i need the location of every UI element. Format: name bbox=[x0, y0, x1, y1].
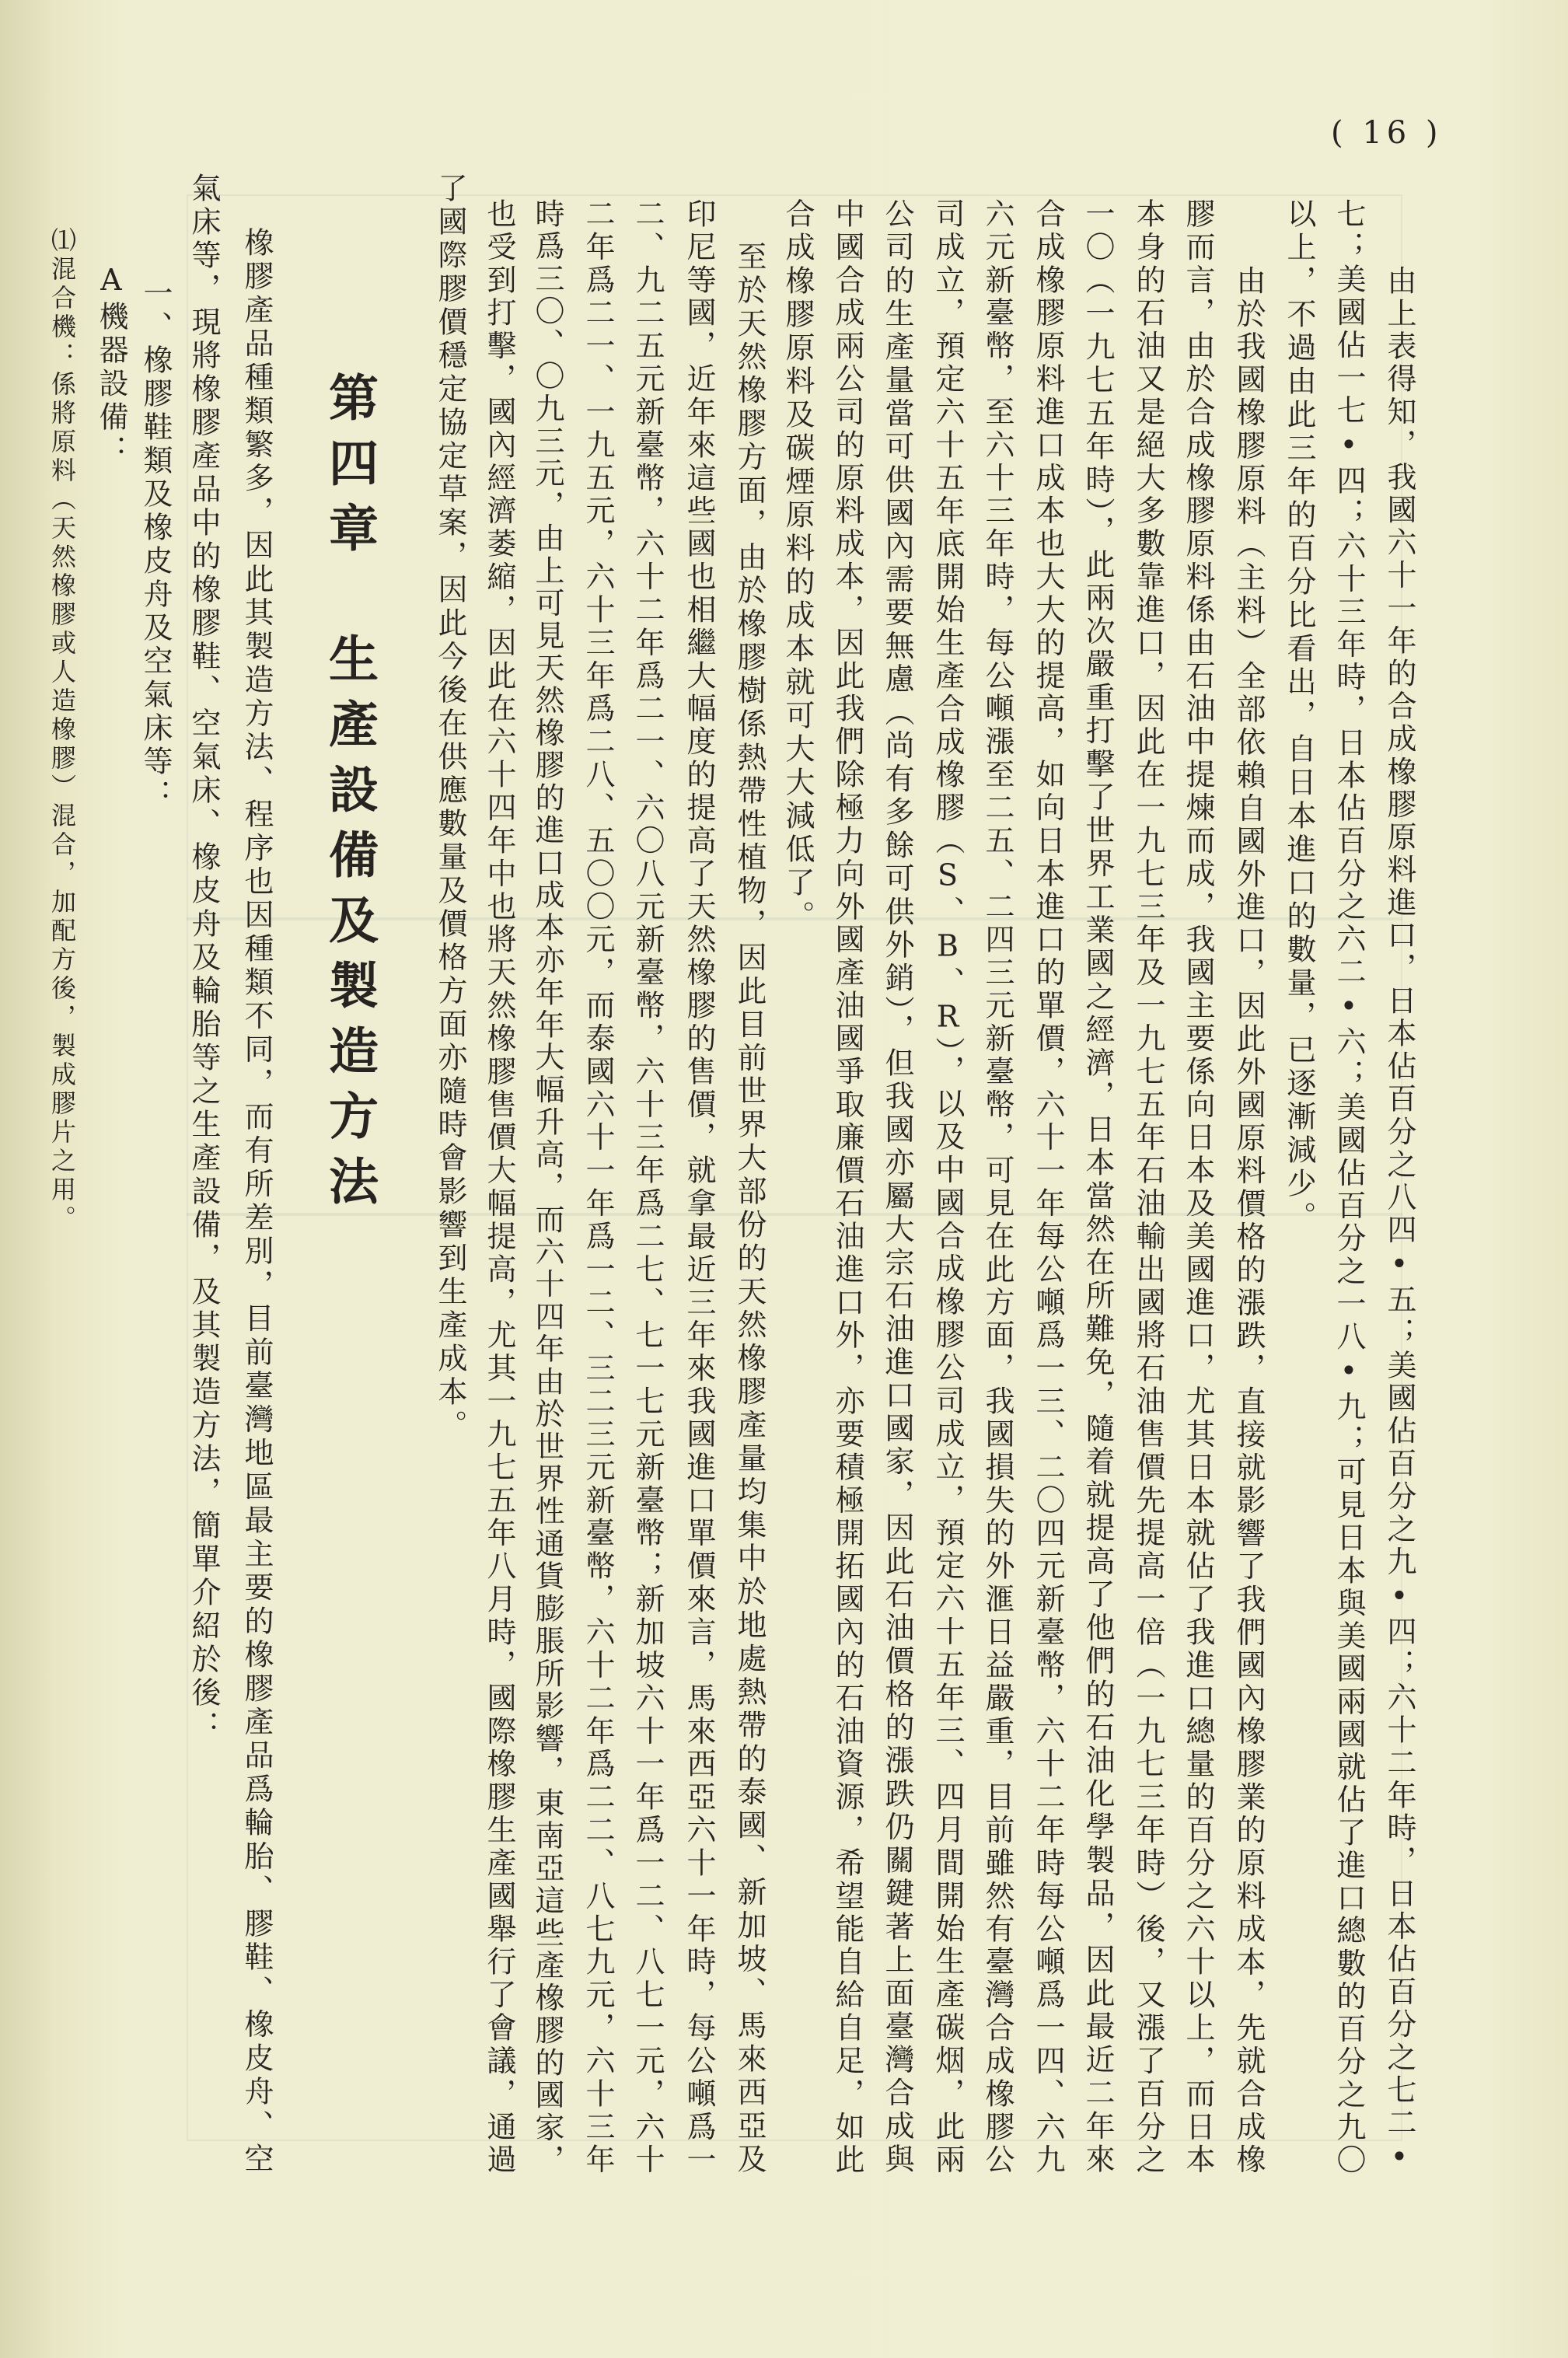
text-column: 印尼等國，近年來這些國也相繼大幅度的提高了天然橡膠的售價，就拿最近三年來我國進口單價來言，馬來西亞六十一年時，每公噸爲一 bbox=[682, 198, 716, 2178]
text-column: 由上表得知，我國六十一年的合成橡膠原料進口，日本佔百分之八四•五；美國佔百分之九•四；六十二年時，日本佔百分之七二• bbox=[1382, 265, 1416, 2178]
text-column: 一〇（一九七五年時），此兩次嚴重打擊了世界工業國之經濟，日本當然在所難免，隨着就提高了他們的石油化學製品，因此最近二年來 bbox=[1081, 198, 1115, 2177]
chapter-heading: 第四章 生產設備及製造方法 bbox=[320, 372, 379, 1221]
text-column: 氣床等，現將橡膠產品中的橡膠鞋、空氣床、橡皮舟及輪胎等之生產設備，及其製造方法，簡單介紹於後： bbox=[187, 173, 221, 1744]
text-column: 中國合成兩公司的原料成本，因此我們除極力向外國產油國爭取廉價石油進口外，亦要積極開拓國內的石油資源，希望能自給自足，如此 bbox=[830, 198, 864, 2178]
text-column: 至於天然橡膠方面，由於橡膠樹係熱帶性植物，因此目前世界大部份的天然橡膠產量均集中於地處熱帶的泰國、新加坡、馬來西亞及 bbox=[732, 241, 767, 2177]
text-column: 一、橡膠鞋類及橡皮舟及空氣床等： bbox=[138, 278, 173, 812]
page-number: ( 16 ) bbox=[1331, 115, 1443, 151]
text-column: 橡膠產品種類繁多，因此其製造方法、程序也因種類不同，而有所差別，目前臺灣地區最主要的橡膠產品爲輪胎、膠鞋、橡皮舟、空 bbox=[239, 227, 274, 2177]
text-column: 本身的石油又是絕大多數靠進口，因此在一九七三年及一九七五年石油輸出國將石油售價先提高一倍（一九七三年時）後，又漲了百分之 bbox=[1131, 198, 1165, 2178]
text-column: 以上，不過由此三年的百分比看出，自日本進口的數量，已逐漸減少。 bbox=[1282, 198, 1316, 1235]
text-column: 了國際膠價穩定協定草案，因此今後在供應數量及價格方面亦隨時會影響到生產成本。 bbox=[433, 173, 467, 1443]
text-column: 時爲三〇、〇九三元，由上可見天然橡膠的進口成本亦年年大幅升高，而六十四年由於世界性通貨膨脹所影響，東南亞這些產橡膠的國家， bbox=[530, 198, 564, 2177]
text-column: 六元新臺幣，至六十三年時，每公噸漲至二五、二四三元新臺幣，可見在此方面，我國損失的外滙日益嚴重，目前雖然有臺灣合成橡膠公 bbox=[980, 198, 1014, 2178]
text-column: 二年爲二一、一九五元，六十三年爲二八、五〇〇元，而泰國六十一年爲一二、三二三元新臺幣，六十二年爲二二、八七九元，六十三年 bbox=[581, 198, 615, 2178]
text-column: 司成立，預定六十五年底開始生產合成橡膠（S、B、R），以及中國合成橡膠公司成立，預定六十五年三、四月間開始生產碳烟，此兩 bbox=[931, 198, 965, 2177]
text-column: 二、九二五元新臺幣，六十二年爲二一、六〇八元新臺幣，六十三年爲二七、七一七元新臺幣；新加坡六十一年爲一二、八七一元，六十 bbox=[630, 198, 665, 2178]
text-column: 合成橡膠原料及碳煙原料的成本就可大大減低了。 bbox=[781, 198, 815, 934]
text-column: 合成橡膠原料進口成本也大大的提高，如向日本進口的單價，六十一年每公噸爲一三、二〇四元新臺幣，六十二年時每公噸爲一四、六九 bbox=[1031, 198, 1065, 2178]
text-column: 膠而言，由於合成橡膠原料係由石油中提煉而成，我國主要係向日本及美國進口，尤其日本就佔了我進口總量的百分之六十以上，而日本 bbox=[1181, 198, 1215, 2178]
text-column: ⑴混合機：係將原料（天然橡膠或人造橡膠）混合，加配方後，製成膠片之用。 bbox=[47, 227, 77, 1234]
text-column: 也受到打擊，國內經濟萎縮，因此在六十四年中也將天然橡膠售價大幅提高，尤其一九七五年八月時，國際橡膠生產國舉行了會議，通過 bbox=[482, 198, 516, 2178]
text-column: 七；美國佔一七•四；六十三年時，日本佔百分之六二•六；美國佔百分之一八•九；可見日本與美國兩國就佔了進口總數的百分之九〇 bbox=[1332, 198, 1366, 2178]
text-column: 公司的生產量當可供國內需要無慮（尚有多餘可供外銷），但我國亦屬大宗石油進口國家，因此石油價格的漲跌仍關鍵著上面臺灣合成與 bbox=[880, 198, 914, 2177]
text-column: A機器設備： bbox=[94, 263, 128, 468]
text-column: 由於我國橡膠原料（主料）全部依賴自國外進口，因此外國原料價格的漲跌，直接就影響了我們國內橡膠業的原料成本，先就合成橡 bbox=[1231, 265, 1266, 2178]
